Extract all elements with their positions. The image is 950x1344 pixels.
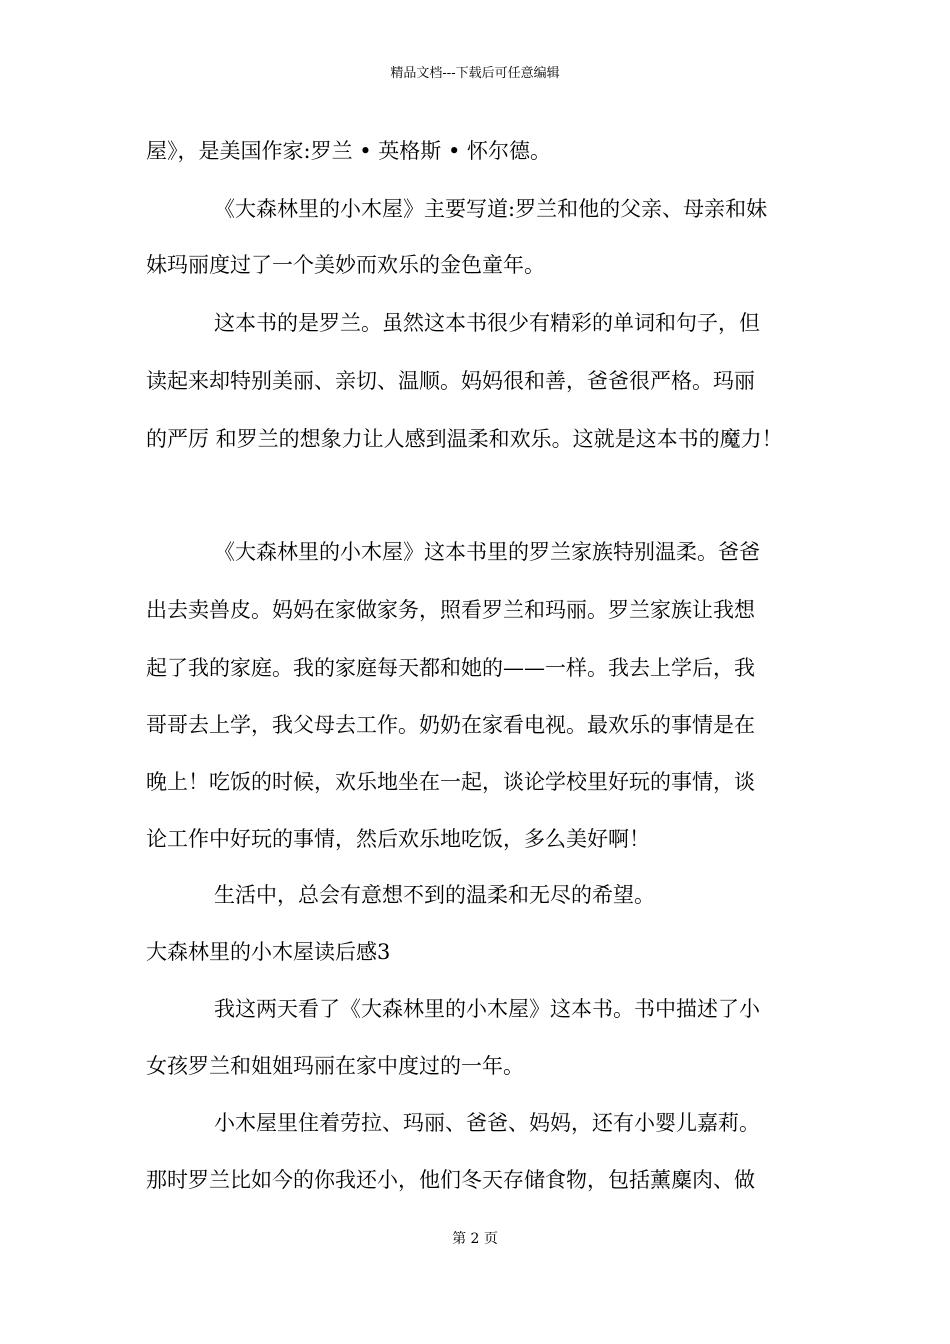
page-header: 精品文档---下载后可任意编辑 [390,66,560,81]
text-line: 我这两天看了《大森林里的小木屋》这本书。书中描述了小 [214,997,760,1021]
text-line: 屋》，是美国作家:罗兰 • 英格斯 • 怀尔德。 [146,139,552,163]
section-heading: 大森林里的小木屋读后感3 [146,940,391,964]
text-line: 论工作中好玩的事情，然后欢乐地吃饭，多么美好啊！ [146,827,650,851]
text-line: 的严厉 和罗兰的想象力让人感到温柔和欢乐。这就是这本书的魔力！ [146,427,783,451]
page-number-prefix: 第 [452,1231,467,1247]
text-line: 生活中，总会有意想不到的温柔和无尽的希望。 [214,883,655,907]
text-line: 哥哥去上学，我父母去工作。奶奶在家看电视。最欢乐的事情是在 [146,713,755,737]
text-line: 《大森林里的小木屋》主要写道:罗兰和他的父亲、母亲和妹 [214,197,768,221]
text-line: 《大森林里的小木屋》这本书里的罗兰家族特别温柔。爸爸 [214,540,760,564]
text-line: 起了我的家庭。我的家庭每天都和她的——一样。我去上学后，我 [146,656,755,680]
text-line: 妹玛丽度过了一个美妙而欢乐的金色童年。 [146,253,545,277]
page-number-suffix: 页 [483,1231,498,1247]
text-line: 小木屋里住着劳拉、玛丽、爸爸、妈妈，还有小婴儿嘉莉。 [214,1111,760,1135]
text-line: 出去卖兽皮。妈妈在家做家务，照看罗兰和玛丽。罗兰家族让我想 [146,598,755,622]
page-footer [0,1230,950,1248]
text-line: 这本书的是罗兰。虽然这本书很少有精彩的单词和句子，但 [214,311,760,335]
text-line: 晚上！吃饭的时候，欢乐地坐在一起，谈论学校里好玩的事情，谈 [146,770,755,794]
text-line: 那时罗兰比如今的你我还小，他们冬天存储食物，包括薰麋肉、做 [146,1168,755,1192]
page-number: 2 [470,1231,480,1247]
text-line: 女孩罗兰和姐姐玛丽在家中度过的一年。 [146,1054,524,1078]
text-line: 读起来却特别美丽、亲切、温顺。妈妈很和善，爸爸很严格。玛丽 [146,369,755,393]
